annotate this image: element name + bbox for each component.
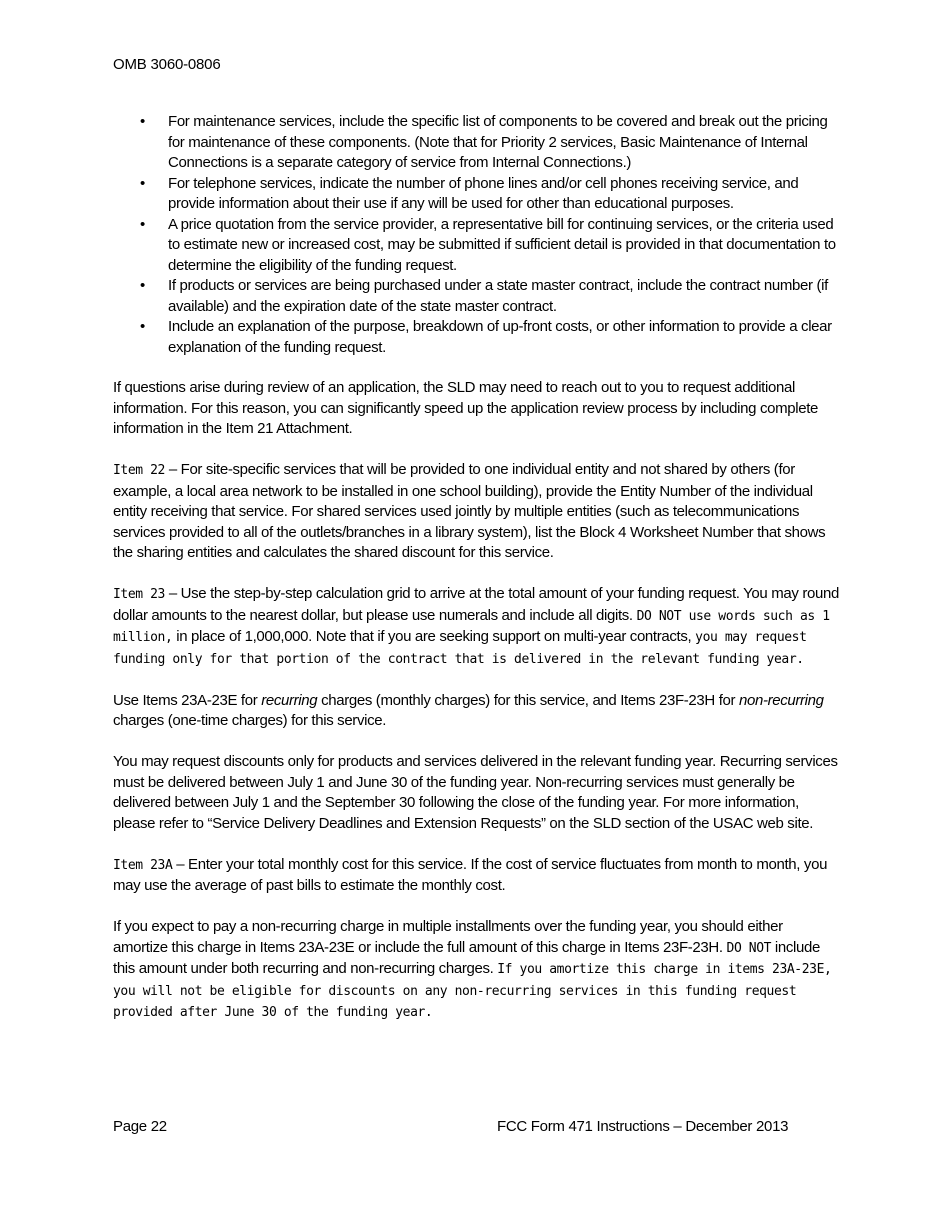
item-23-text-2: in place of 1,000,000. Note that if you are seeking support on multi-year contracts,: [172, 628, 696, 645]
list-item: • Include an explanation of the purpose, breakdown of up-front costs, or other information to provide a clear explanation of the funding request.: [113, 317, 840, 358]
item-23a-label: Item 23A: [113, 857, 173, 873]
paragraph-discounts: You may request discounts only for products and services delivered in the relevant funding year. Recurring services must be delivered between July 1 and June 30 of the funding year. Non-recurring services must generally be delivered between July 1 and the September 30 following the close of the funding year. For more information, please refer to “Service Delivery Deadlines and Extension Requests” on the SLD section of the USAC web site.: [113, 753, 838, 832]
item-23-do-not-note: DO NOT use words such as 1 million,: [113, 608, 830, 645]
paragraph-item-23a: [113, 855, 840, 897]
page-body: [113, 112, 840, 1044]
use-items-text-2: charges (monthly charges) for this service, and Items 23F-23H for: [317, 691, 739, 709]
list-item: • A price quotation from the service provider, a representative bill for continuing services, or the criteria used to estimate new or increased cost, may be submitted if sufficient detail is provided in that documentation to determine the eligibility of the funding request.: [113, 215, 840, 277]
paragraph-questions: If questions arise during review of an application, the SLD may need to reach out to you to request additional information. For this reason, you can significantly speed up the application review process by including complete information in the Item 21 Attachment.: [113, 379, 819, 437]
omb-number: OMB 3060-0806: [113, 56, 221, 73]
form-title-footer: FCC Form 471 Instructions – December 2013: [497, 1118, 789, 1135]
paragraph-item-22: [113, 460, 840, 564]
installments-do-not: DO NOT: [726, 940, 772, 956]
non-recurring-emphasis: non-recurring: [738, 691, 824, 709]
list-item: • If products or services are being purchased under a state master contract, include the contract number (if available) and the expiration date of the state master contract.: [113, 276, 840, 317]
item-22-text: – For site-specific services that will be provided to one individual entity and not shared by others (for example, a local area network to be installed in one school building), provide the Entity Number of the individual entity receiving that service. For shared services used jointly by multiple entities (such as telecommunications services provided to all of the outlets/branches in a library system), list the Block 4 Worksheet Number that shows the sharing entities and calculates the shared discount for this service.: [113, 461, 826, 561]
paragraph-item-23: [113, 584, 840, 670]
installments-text-2: include this amount under both recurring and non-recurring charges.: [113, 938, 820, 977]
item-23a-text: – Enter your total monthly cost for this service. If the cost of service fluctuates from month to month, you may use the average of past bills to estimate the monthly cost.: [113, 855, 828, 894]
installments-text-1: If you expect to pay a non-recurring charge in multiple installments over the funding year, you should either amortize this charge in Items 23A-23E or include the full amount of this charge in Items 23F-23H.: [113, 918, 783, 956]
use-items-text-3: charges (one-time charges) for this service.: [113, 712, 387, 729]
use-items-text-1: Use Items 23A-23E for: [113, 691, 262, 709]
paragraph-installments: [113, 917, 840, 1024]
item-22-label: Item 22: [113, 463, 165, 478]
page-number: Page 22: [113, 1118, 167, 1135]
item-23-funding-note: you may request funding only for that portion of the contract that is delivered in the relevant funding year.: [113, 630, 807, 667]
item-23-label: Item 23: [113, 587, 165, 602]
item-23-text-1: – Use the step-by-step calculation grid to arrive at the total amount of your funding request. You may round dollar amounts to the nearest dollar, but please use numerals and include all digits.: [113, 585, 839, 624]
recurring-emphasis: recurring: [261, 691, 318, 709]
list-item: • For maintenance services, include the specific list of components to be covered and break out the pricing for maintenance of these components. (Note that for Priority 2 services, Basic Maintenance of Internal Connections is a separate category of service from Internal Connections.): [113, 112, 840, 174]
paragraph-use-items: [113, 691, 840, 732]
requirements-list: [113, 112, 840, 358]
list-item: • For telephone services, indicate the number of phone lines and/or cell phones receiving service, and provide information about their use if any will be used for other than educational purposes.: [113, 174, 840, 215]
installments-amortize-note: If you amortize this charge in items 23A-23E, you will not be eligible for discounts on any non-recurring services in this funding request provided after June 30 of the funding year.: [113, 962, 832, 1020]
